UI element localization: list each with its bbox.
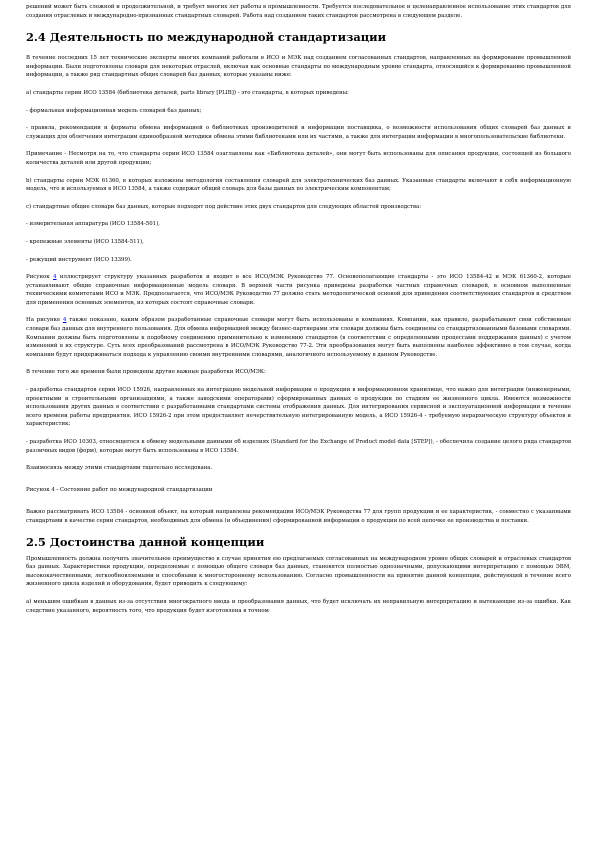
text-fragment: также показано, каким образом разработанные справочные словари могут быть использованы в компаниях. Компании, как правило, разрабатывают свои собственные словари баз данных для внутреннего пользования. Для обмена информацией между бизнес-партнерами эти словари должны быть соединены со стандартизованными базовыми словарями. Компании должны быть подготовлены к подобному соединению применительно к изменению стандартов (в соответствии с определенными процессами поддержания данных) с учетом изменений в их структуре. Суть всех преобразований рассмотрена в ИСО/МЭК Руководство 77-2. Эти преобразования могут быть выполнены наиболее эффективно в том случае, когда компании будут придерживаться подхода к управлению своими внутренними словарями, аналогичного используемому в данном Руководстве. — [26, 317, 572, 358]
paragraph — [26, 316, 571, 359]
paragraph: В течение того же времени были проведены другие важные разработки ИСО/МЭК: — [26, 369, 266, 376]
section-heading-2-4: 2.4 Деятельность по международной стандартизации — [26, 30, 387, 45]
paragraph: Важно рассматривать ИСО 13584 - основной объект, на который направлены рекомендации ИСО/МЭК Руководства 77 для групп продукции и ее характеристик, - совместно с указанными стандартами в качестве серии стандартов, необходимых для обмена (и объединения) сформированной информации о продукции по всей цепочке ее производства и поставки. — [26, 509, 571, 524]
list-item: - разработка ИСО 10303, относящегося к обмену модельными данными об изделиях (Standard for the Exchange of Product model data [STEP]), - обеспечила создание целого ряда стандартов различных видов (форм), которые могут быть использованы в ИСО 13584. — [26, 439, 571, 454]
list-item: - режущий инструмент (ИСО 13399). — [26, 256, 132, 263]
paragraph: а) стандарты серии ИСО 13584 (библиотека деталей, parts library [PLIB]) - это стандарты, в которых приведены: — [26, 89, 349, 96]
intro-paragraph: решений может быть сложной и продолжительной, и требует многих лет работы в промышленности. Требуется последовательное и целенаправленное использование этих стандартов для создания отраслевых и международно-признанных стандартных словарей. Работа над созданием таких стандартов рассмотрена в следующем разделе. — [26, 4, 571, 19]
figure-link[interactable]: 4 — [63, 317, 67, 324]
list-item: - правила, рекомендации и форматы обмена информацией о библиотеках производителей и информации поставщика, о возможности использования общих словарей баз данных и служащих для облегчения интеграции единообразной методики обмена этими библиотеками или их частями, а также для интеграции информации в многопользовательские библиотеки. — [26, 125, 571, 140]
list-item: - формальная информационная модель словарей баз данных; — [26, 107, 202, 114]
list-item: - крепежные элементы (ИСО 13584-511), — [26, 238, 144, 245]
paragraph: Взаимосвязь между этими стандартами тщательно исследована. — [26, 465, 213, 472]
figure-link[interactable]: 4 — [53, 274, 57, 281]
figure-caption: Рисунок 4 - Состояние работ по международной стандартизации — [26, 486, 213, 493]
list-item: а) меньшим ошибкам в данных из-за отсутствия многократного ввода и преобразования данных, что будет исключать их неправильную интерпретацию и вытекающие из-за ошибки. Как следствие указанного, вероятность того, что продукция будет изготовлена в точном — [26, 598, 571, 614]
paragraph: Промышленность должна получить значительное преимущество в случае принятия ею предлагаемых согласованных на международном уровне общих словарей и отраслевых стандартов баз данных. Характеристики продукции, определяемые с помощью общего словаря баз данных, становятся полностью однозначными, допускающими интерпретацию с помощью ЭВМ, высококачественными, легкообновляемыми и способными к многостороннему использованию. Согласно промышленности на принятие данной концепции, действующей в течение всего жизненного цикла изделий и оборудования, будет приводить к следующему: — [26, 555, 571, 588]
list-item: - разработка стандартов серии ИСО 15926, направленных на интеграцию модельной информации о продукции в информационном хранилище, что важно для интеграции (инженерными, проектными и строительными организациями, а также заводскими операторами) сформированных данных о продукции по стадиям ее жизненного цикла. Имеются возможности использования других данных в соответствии с разработанными стандартами системы отображения данных. Для интегрирования сервисной и эксплуатационной информации в течение всего времени работы предприятия. ИСО 15926-2 при этом предоставляет нечерствительную интегрированную модель, а ИСО 15926-4 - требуемую иерархическую структуру объектов и характеристик; — [26, 387, 571, 428]
text-fragment: Рисунок — [26, 274, 54, 281]
note-paragraph: Примечание - Несмотря на то, что стандарты серии ИСО 13584 озаглавлены как «Библиотека деталей», они могут быть использованы для описания продукции, состоящей из большого количества деталей или другой продукции; — [26, 151, 571, 166]
paragraph: c) стандартные общие словари баз данных, которые подходят под действие этих двух стандартов для следующих областей производства: — [26, 203, 422, 210]
paragraph — [26, 273, 571, 307]
list-item: - измерительная аппаратура (ИСО 13584-501), — [26, 221, 160, 228]
paragraph: В течение последних 15 лет технические эксперты многих компаний работали в ИСО и МЭК над созданием согласованных стандартов, направленных на формирование промышленной информации. Были подготовлены словари для некоторых отраслей, включая как основные стандарты по международным уровне стандарта, относящийся к формированию промышленной информации, а также ряд стандартных общих словарей баз данных, которые указаны ниже: — [26, 55, 571, 79]
section-heading-2-5: 2.5 Достоинства данной концепции — [26, 534, 265, 549]
text-fragment: иллюстрирует структуру указанных разработок и входит в все ИСО/МЭК Руководство 77. Основополагающие стандарты - это ИСО 13584-42 и МЭК 61360-2, которые устанавливают общие справочные информационные модель словаря. В верхней части рисунка приведены разработки частных справочных словарей, в основном выполненные техническими комитетами ИСО и МЭК. Предполагается, что ИСО/МЭК Руководство 77 должно стать методологической основой для приведения соответствующих стандартов и средством для применения основных элементов, из которых состоят справочные словари. — [26, 274, 571, 306]
text-fragment: На рисунке — [26, 317, 64, 324]
document-page — [26, 3, 571, 624]
paragraph: b) стандарты серии МЭК 61360, в которых изложены методология составления словарей для электротехнических баз данных. Указанные стандарты включают в себя информационную модель, что и используемая в ИСО 13584, а также содержат общий словарь для базы данных по электрическим компонентам; — [26, 177, 571, 193]
